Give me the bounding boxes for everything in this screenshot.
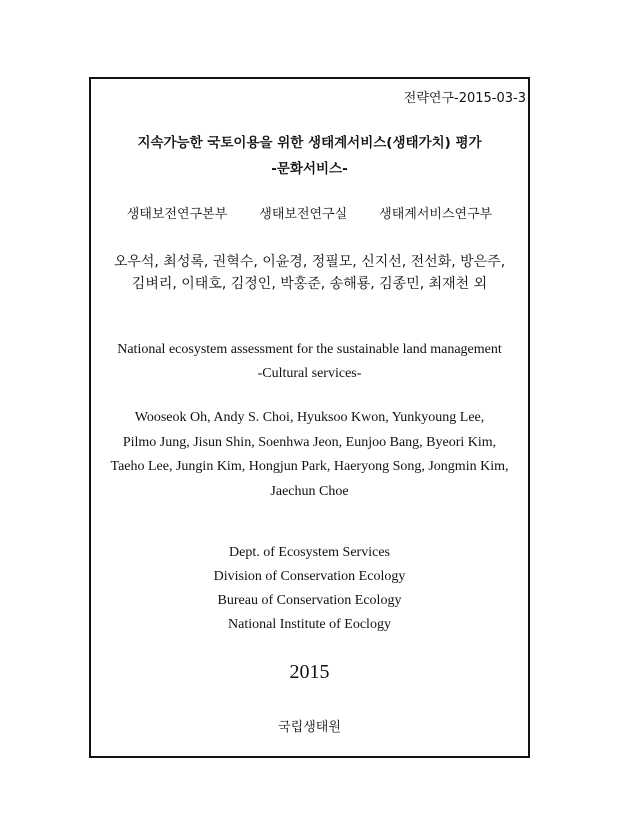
english-department: Bureau of Conservation Ecology — [217, 593, 402, 608]
english-department: National Institute of Eoclogy — [228, 617, 391, 632]
report-code: 전략연구-2015-03-3 — [403, 91, 526, 106]
department: 생태보전연구실 — [259, 207, 348, 222]
english-department: Division of Conservation Ecology — [213, 569, 406, 584]
korean-departments — [91, 203, 528, 222]
english-authors-line: Taeho Lee, Jungin Kim, Hongjun Park, Haeryong Song, Jongmin Kim, — [110, 459, 509, 474]
cover-frame — [89, 77, 530, 758]
korean-subtitle: -문화서비스- — [271, 161, 348, 177]
korean-authors-line: 김벼리, 이태호, 김정인, 박홍준, 송해룡, 김종민, 최재천 외 — [131, 276, 488, 292]
english-authors-line: Jaechun Choe — [270, 484, 349, 499]
english-title: National ecosystem assessment for the sustainable land management — [117, 342, 502, 357]
english-subtitle: -Cultural services- — [257, 366, 362, 381]
institute-name: 국립생태원 — [278, 720, 341, 735]
korean-authors-line: 오우석, 최성록, 권혁수, 이윤경, 정필모, 신지선, 전선화, 방은주, — [113, 254, 506, 270]
korean-title: 지속가능한 국토이용을 위한 생태계서비스(생태가치) 평가 — [137, 135, 482, 151]
department: 생태계서비스연구부 — [379, 207, 493, 222]
english-authors-line: Pilmo Jung, Jisun Shin, Soenhwa Jeon, Eunjoo Bang, Byeori Kim, — [122, 435, 497, 450]
english-authors-line: Wooseok Oh, Andy S. Choi, Hyuksoo Kwon, Yunkyoung Lee, — [134, 410, 485, 425]
publication-year: 2015 — [289, 661, 330, 683]
department: 생태보전연구본부 — [126, 207, 228, 222]
english-department: Dept. of Ecosystem Services — [229, 545, 390, 560]
